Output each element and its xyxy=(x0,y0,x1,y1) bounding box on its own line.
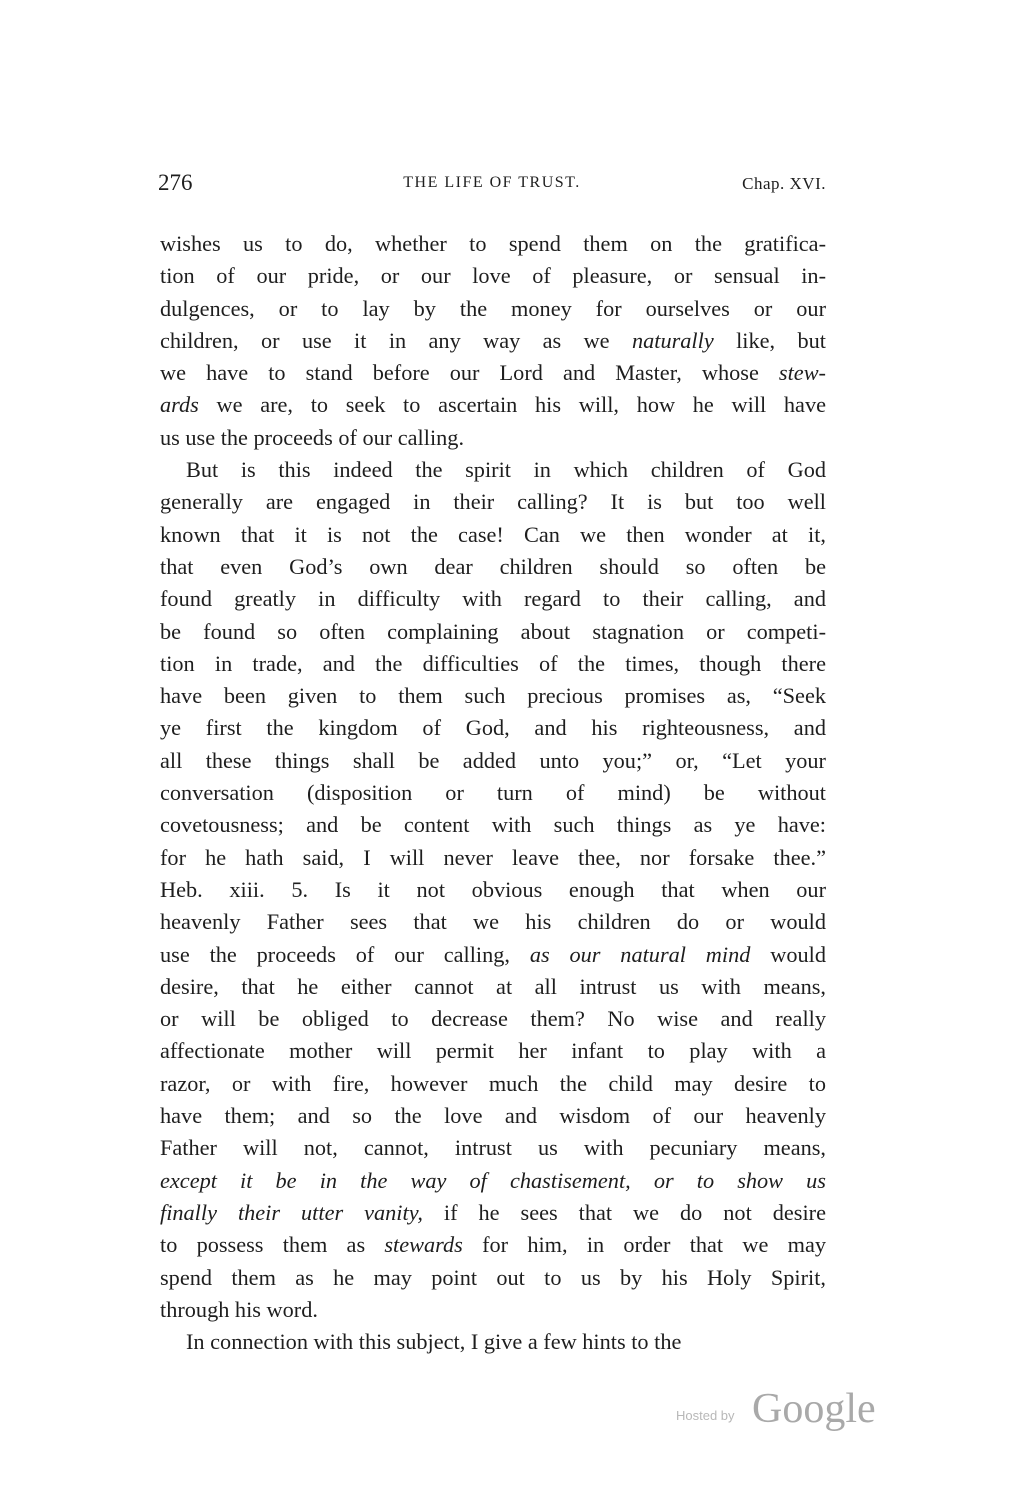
text-line xyxy=(160,745,826,777)
text-segment: we are, to seek to ascertain his will, how he will have xyxy=(198,392,826,418)
body-text xyxy=(160,228,826,1358)
text-segment: affectionate mother will permit her infant to play with a xyxy=(160,1038,826,1064)
text-line xyxy=(160,1132,826,1164)
text-segment: children, or use it in any way as we xyxy=(160,327,632,353)
text-line xyxy=(160,939,826,971)
text-line xyxy=(160,809,826,841)
text-line xyxy=(160,293,826,325)
text-segment: we have to stand before our Lord and Master, whose xyxy=(160,360,779,386)
text-line xyxy=(160,906,826,938)
italic-text: as our natural mind xyxy=(529,941,751,967)
text-segment: have them; and so the love and wisdom of our heavenly xyxy=(160,1103,826,1129)
text-line xyxy=(160,712,826,744)
text-segment: In connection with this subject, I give a few hints to the xyxy=(186,1329,682,1355)
running-title: THE LIFE OF TRUST. xyxy=(403,174,581,191)
text-segment: have been given to them such precious promises as, “Seek xyxy=(160,683,826,709)
text-segment: use the proceeds of our calling, xyxy=(160,941,530,967)
text-line xyxy=(160,648,826,680)
text-line xyxy=(160,1229,826,1261)
text-line xyxy=(160,228,826,260)
text-segment: spend them as he may point out to us by his Holy Spirit, xyxy=(160,1264,826,1290)
text-line xyxy=(160,357,826,389)
text-line xyxy=(160,260,826,292)
text-line xyxy=(160,325,826,357)
text-segment: found greatly in difficulty with regard to their calling, and xyxy=(160,586,826,612)
text-segment: to possess them as xyxy=(160,1232,385,1258)
text-line xyxy=(160,616,826,648)
page-number: 276 xyxy=(158,170,193,195)
text-line xyxy=(160,1165,826,1197)
text-line xyxy=(160,551,826,583)
watermark-prefix: Hosted by xyxy=(676,1408,735,1423)
text-segment: would xyxy=(750,941,826,967)
text-line xyxy=(160,971,826,1003)
text-line xyxy=(160,842,826,874)
text-segment: like, but xyxy=(713,327,826,353)
text-line xyxy=(160,486,826,518)
google-logo: Google xyxy=(752,1386,876,1432)
text-segment: tion in trade, and the difficulties of the times, though there xyxy=(160,650,826,676)
text-line xyxy=(160,1326,826,1358)
italic-text: stewards xyxy=(384,1232,463,1258)
text-segment: covetousness; and be content with such things as ye have: xyxy=(160,812,826,838)
text-line xyxy=(160,680,826,712)
text-line xyxy=(160,389,826,421)
text-segment: all these things shall be added unto you;” or, “Let your xyxy=(160,747,826,773)
italic-text: except it be in the way of chastisement, or to show us xyxy=(160,1167,826,1193)
text-segment: for him, in order that we may xyxy=(462,1232,826,1258)
chapter-label: Chap. XVI. xyxy=(742,174,826,193)
text-segment: dulgences, or to lay by the money for ourselves or our xyxy=(160,295,826,321)
italic-text: naturally xyxy=(631,327,714,353)
text-segment: or will be obliged to decrease them? No wise and really xyxy=(160,1006,826,1032)
text-line xyxy=(160,519,826,551)
text-segment: Father will not, cannot, intrust us with pecuniary means, xyxy=(160,1135,826,1161)
text-segment: But is this indeed the spirit in which children of God xyxy=(186,457,826,483)
text-segment: that even God’s own dear children should so often be xyxy=(160,553,826,579)
running-header xyxy=(158,170,826,200)
text-line xyxy=(160,454,826,486)
italic-text: stew- xyxy=(778,360,826,386)
text-line xyxy=(160,583,826,615)
text-segment: for he hath said, I will never leave thee, nor forsake thee.” xyxy=(160,844,826,870)
text-segment: known that it is not the case! Can we then wonder at it, xyxy=(160,521,826,547)
text-segment: generally are engaged in their calling? It is but too well xyxy=(160,489,826,515)
text-segment: tion of our pride, or our love of pleasure, or sensual in- xyxy=(160,263,826,289)
text-segment: Heb. xiii. 5. Is it not obvious enough that when our xyxy=(160,876,826,902)
text-line xyxy=(160,1100,826,1132)
text-segment: heavenly Father sees that we his children do or would xyxy=(160,909,826,935)
text-segment: ye first the kingdom of God, and his righteousness, and xyxy=(160,715,826,741)
italic-text: ards xyxy=(160,392,199,418)
text-segment: conversation (disposition or turn of mind) be without xyxy=(160,780,826,806)
google-watermark xyxy=(676,1388,886,1436)
text-segment: us use the proceeds of our calling. xyxy=(160,424,465,450)
text-segment: desire, that he either cannot at all intrust us with means, xyxy=(160,973,826,999)
text-line xyxy=(160,1003,826,1035)
text-line xyxy=(160,1035,826,1067)
text-segment: if he sees that we do not desire xyxy=(422,1199,826,1225)
text-line xyxy=(160,1294,826,1326)
text-segment: be found so often complaining about stagnation or competi- xyxy=(160,618,826,644)
italic-text: finally their utter vanity, xyxy=(160,1199,423,1225)
text-segment: razor, or with fire, however much the child may desire to xyxy=(160,1070,826,1096)
text-segment: through his word. xyxy=(160,1296,318,1322)
text-line xyxy=(160,874,826,906)
text-line xyxy=(160,422,826,454)
text-segment: wishes us to do, whether to spend them on the gratifica- xyxy=(160,231,826,256)
text-line xyxy=(160,1262,826,1294)
text-line xyxy=(160,1068,826,1100)
text-line xyxy=(160,777,826,809)
text-line xyxy=(160,1197,826,1229)
